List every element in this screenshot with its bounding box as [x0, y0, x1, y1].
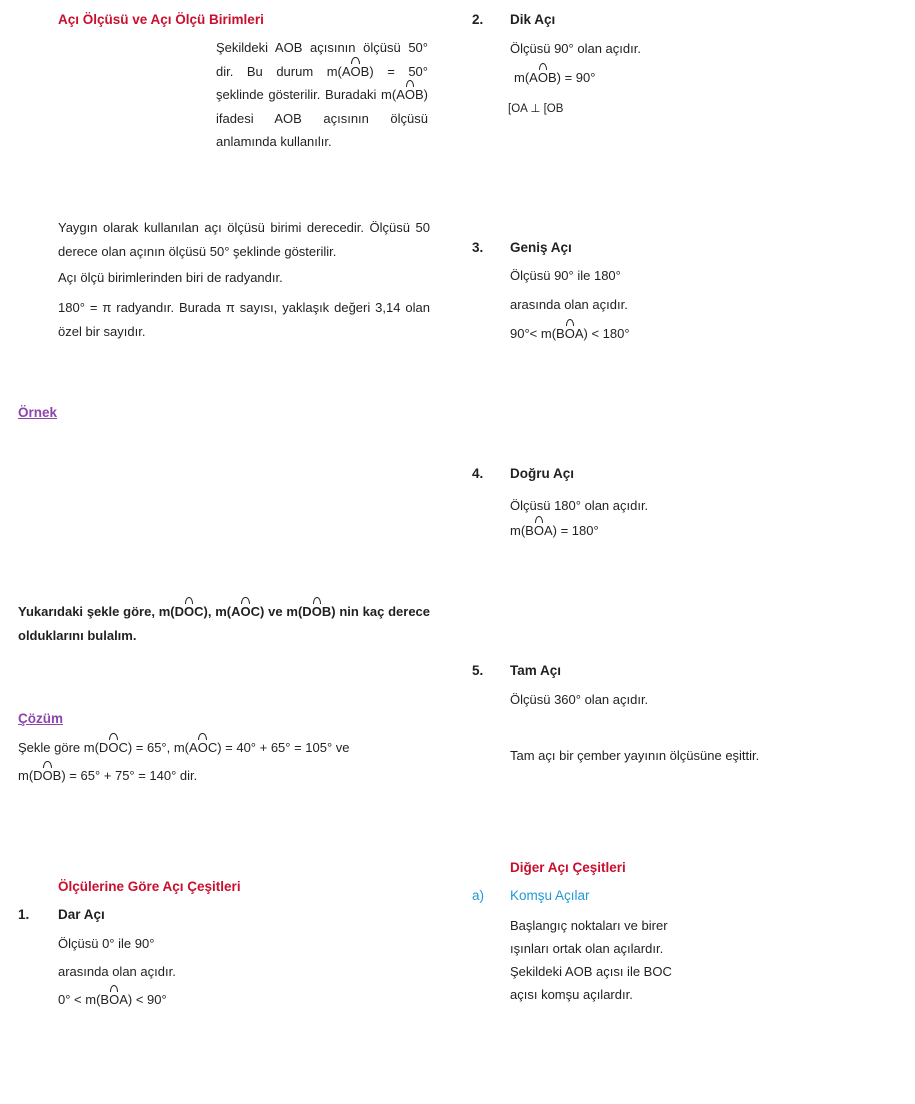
- svg-text:O: O: [750, 143, 760, 157]
- example-question: Yukarıdaki şekle göre, m(DOC), m(AOC) ve m(DOB) nin kaç derece olduklarını bulalım.: [18, 600, 430, 647]
- straight-number: 4.: [472, 466, 484, 481]
- svg-text:B: B: [845, 143, 854, 157]
- label-angle-50: 50°: [78, 142, 97, 156]
- right-perpendicular: [OA ⊥ [OB: [508, 103, 564, 115]
- obtuse-line-1: Ölçüsü 90° ile 180°: [510, 268, 621, 283]
- right-formula: m(AOB) = 90°: [514, 66, 595, 90]
- full-title: Tam Açı: [510, 663, 562, 678]
- svg-text:360°: 360°: [724, 674, 749, 688]
- svg-text:B: B: [847, 356, 856, 370]
- paragraph-pi: 180° = π radyandır. Burada π sayısı, yaklaşık değeri 3,14 olan özel bir sayıdır.: [58, 300, 430, 339]
- straight-line-1: Ölçüsü 180° olan açıdır.: [510, 498, 649, 513]
- svg-text:180°: 180°: [770, 476, 795, 490]
- section-title-angle-units: Açı Ölçüsü ve Açı Ölçü Birimleri: [58, 12, 264, 27]
- other-types-title: Diğer Açı Çeşitleri: [510, 860, 626, 875]
- acute-line-2: arasında olan açıdır.: [58, 964, 176, 979]
- obtuse-title: Geniş Açı: [510, 240, 572, 255]
- svg-text:40°: 40°: [165, 526, 184, 540]
- right-title: Dik Açı: [510, 12, 556, 27]
- svg-text:O: O: [778, 514, 788, 528]
- svg-text:65°: 65°: [187, 507, 206, 521]
- svg-text:B: B: [272, 549, 281, 563]
- example-heading: Örnek: [18, 405, 58, 420]
- obtuse-formula: 90°< m(BOA) < 180°: [510, 322, 630, 346]
- adjacent-line-1: Başlangıç noktaları ve birer: [510, 918, 668, 933]
- right-number: 2.: [472, 12, 484, 27]
- svg-text:O: O: [197, 549, 207, 563]
- svg-text:D: D: [118, 483, 127, 497]
- adjacent-line-3: Şekildeki AOB açısı ile BOC: [510, 964, 672, 979]
- svg-text:A: A: [736, 38, 745, 52]
- svg-text:A: A: [833, 714, 842, 728]
- label-b: B: [170, 163, 179, 177]
- svg-text:O: O: [704, 1021, 714, 1035]
- solution-heading: Çözüm: [18, 711, 63, 726]
- paragraph-radian: Açı ölçü birimlerinden biri de radyandır.: [58, 270, 283, 285]
- types-by-measure-title: Ölçülerine Göre Açı Çeşitleri: [58, 879, 241, 894]
- right-line-1: Ölçüsü 90° olan açıdır.: [510, 41, 641, 56]
- obtuse-number: 3.: [472, 240, 484, 255]
- adjacent-letter: a): [472, 888, 485, 903]
- solution-line-1: Şekle göre m(DOC) = 65°, m(AOC) = 40° + 65° = 105° ve: [18, 736, 430, 760]
- svg-text:O: O: [729, 711, 739, 725]
- acute-formula: 0° < m(BOA) < 90°: [58, 988, 167, 1012]
- svg-text:A: A: [126, 549, 135, 563]
- full-line-1: Ölçüsü 360° olan açıdır.: [510, 692, 649, 707]
- acute-line-1: Ölçüsü 0° ile 90°: [58, 936, 155, 951]
- svg-text:A: A: [379, 901, 388, 915]
- solution-line-2: m(DOB) = 65° + 75° = 140° dir.: [18, 764, 430, 788]
- full-number: 5.: [472, 663, 484, 678]
- paragraph-degree: Yaygın olarak kullanılan açı ölçüsü birimi derecedir. Ölçüsü 50 derece olan açının ölçüsü 50° şeklinde gösterilir.: [58, 220, 430, 259]
- svg-text:B: B: [842, 1007, 851, 1021]
- svg-text:B: B: [392, 1015, 401, 1029]
- straight-formula: m(BOA) = 180°: [510, 519, 599, 543]
- label-o: O: [56, 161, 66, 175]
- svg-text:A: A: [705, 514, 714, 528]
- straight-title: Doğru Açı: [510, 466, 574, 481]
- svg-text:C: C: [842, 1077, 851, 1091]
- ray-oa: [60, 42, 158, 158]
- svg-text:O: O: [760, 355, 770, 369]
- adjacent-title: Komşu Açılar: [510, 888, 590, 903]
- svg-text:O: O: [276, 956, 286, 970]
- acute-number: 1.: [18, 907, 30, 922]
- full-note: Tam açı bir çember yayının ölçüsüne eşittir.: [510, 748, 760, 763]
- obtuse-line-2: arasında olan açıdır.: [510, 297, 628, 312]
- adjacent-line-2: ışınları ortak olan açılardır.: [510, 941, 664, 956]
- svg-text:75°: 75°: [222, 524, 241, 538]
- label-a: A: [128, 44, 137, 58]
- svg-text:A: A: [690, 269, 699, 283]
- adjacent-line-4: açısı komşu açılardır.: [510, 987, 633, 1002]
- svg-text:A: A: [795, 918, 804, 932]
- acute-title: Dar Açı: [58, 907, 105, 922]
- svg-text:C: C: [236, 452, 245, 466]
- svg-text:B: B: [851, 514, 860, 528]
- paragraph-aob-intro: Şekildeki AOB açısının ölçüsü 50° dir. Bu durum m(AOB) = 50° şeklinde gösterilir. Buradaki m(AOB) ifadesi AOB açısının ölçüsü anlamında kullanılır.: [216, 40, 428, 149]
